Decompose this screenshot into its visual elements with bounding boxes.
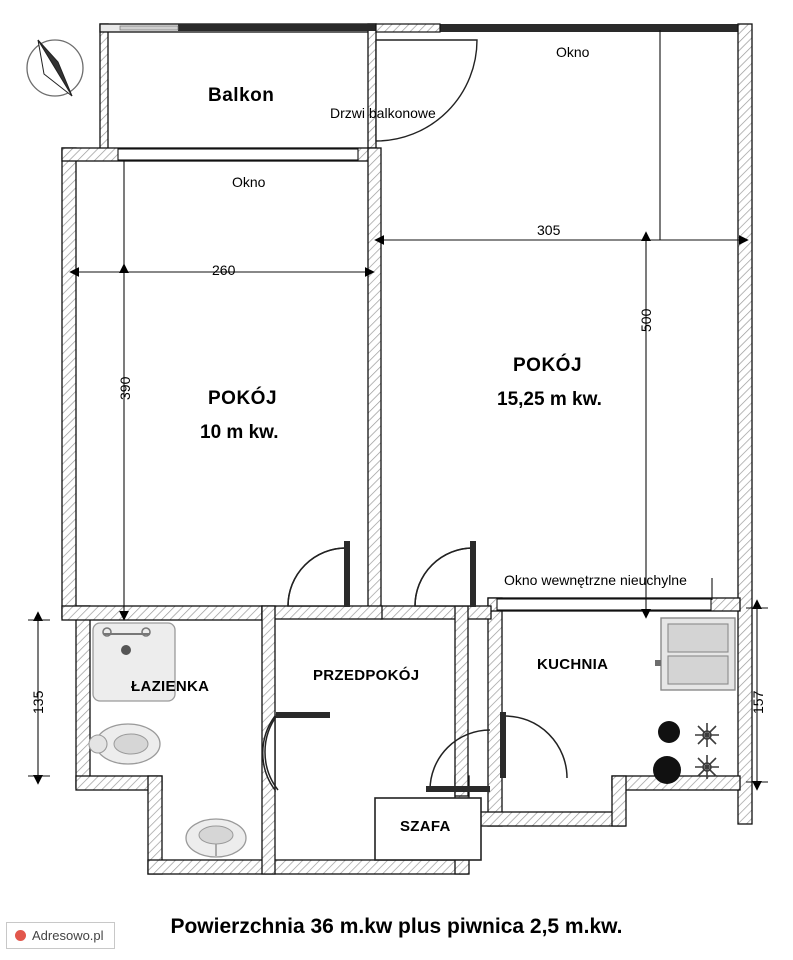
inner-window-label: Okno wewnętrzne nieuchylne [504, 572, 687, 588]
top-right-wall [376, 24, 752, 32]
balcony-label: Balkon [208, 85, 275, 106]
compass-icon [27, 40, 83, 96]
dimension-135: 135 [30, 690, 46, 714]
kitchen-fixtures [653, 618, 735, 784]
dimension-500: 500 [638, 308, 654, 332]
room-label-szafa: SZAFA [400, 818, 451, 835]
bathroom-fixtures [89, 623, 246, 857]
plan-caption: Powierzchnia 36 m.kw plus piwnica 2,5 m.kw. [170, 915, 623, 938]
window-top-label: Okno [556, 44, 590, 60]
room-label-przedpokoj: PRZEDPOKÓJ [313, 667, 420, 684]
dimension-260: 260 [212, 262, 236, 278]
room-label-pokoj-2: POKÓJ [513, 355, 583, 376]
dimension-157: 157 [750, 690, 766, 714]
room-label-kuchnia: KUCHNIA [537, 656, 609, 673]
watermark-dot-icon [15, 930, 26, 941]
room-area-pokoj-1: 10 m kw. [200, 422, 279, 443]
room-label-lazienka: ŁAZIENKA [131, 678, 210, 695]
window-openings [118, 149, 711, 610]
room-area-pokoj-2: 15,25 m kw. [497, 389, 602, 410]
dimension-305: 305 [537, 222, 561, 238]
dimension-390: 390 [117, 376, 133, 400]
balcony-door-label: Drzwi balkonowe [330, 105, 436, 121]
window-left-label: Okno [232, 174, 266, 190]
watermark-label: Adresowo.pl [32, 928, 104, 943]
room-label-pokoj-1: POKÓJ [208, 388, 278, 409]
watermark-adresowo [6, 922, 115, 949]
